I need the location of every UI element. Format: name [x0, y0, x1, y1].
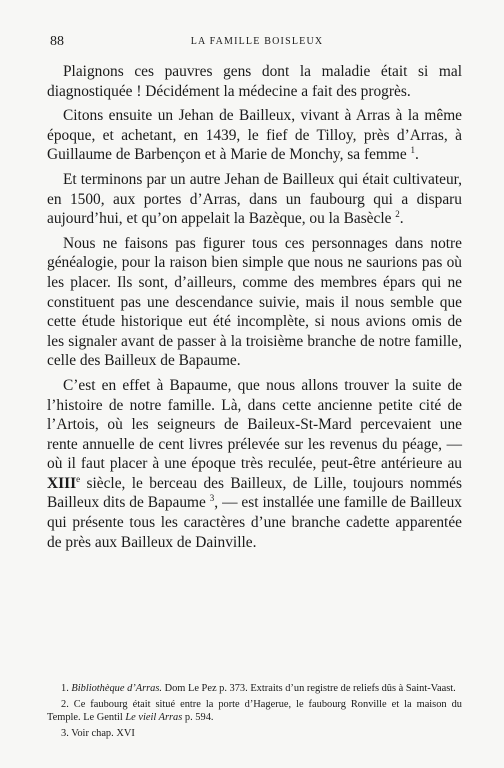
- text-run: Nous ne faisons pas figurer tous ces personnages dans notre généalogie, pour la raison bien simple que nous ne saurions pas où les placer. Ils sont, d’ailleurs, comme des membres épars qui ne constituent pas une descendance suivie, mais il nous semble que cette étude historique eut été incomplète, si nous avions omis de les signaler avant de passer à la troisième branche de notre famille, celle des Bailleux de Bapaume.: [47, 234, 462, 370]
- text-run: .: [415, 146, 419, 164]
- text-run: p. 594.: [182, 712, 214, 724]
- text-run: Le vieil Arras: [125, 712, 183, 724]
- superscript: 3: [209, 493, 215, 504]
- text-run: XIII: [47, 474, 77, 492]
- footnotes: [47, 682, 462, 742]
- paragraph: [47, 62, 462, 101]
- text-run: , — est installée une famille de Bailleux qui présente tous les caractères d’une branche cadette apparentée de près aux Bailleux de Dainville.: [47, 494, 462, 551]
- text-run: siècle, le berceau des Bailleux, de Lille, toujours nommés Bailleux dits de Bapaume: [47, 474, 462, 512]
- page-header: [50, 34, 464, 48]
- text-run: Et terminons par un autre Jehan de Bailleux qui était cultivateur, en 1500, aux portes d’Arras, dans un faubourg qui a disparu aujourd’hui, et qu’on appelait la Bazèque, ou la Basècle: [47, 170, 462, 228]
- text-run: Plaignons ces pauvres gens dont la maladie était si mal diagnostiquée ! Décidément la médecine a fait des progrès.: [47, 63, 462, 100]
- paragraph: [47, 376, 462, 552]
- paragraph: [47, 170, 462, 229]
- footnote: [47, 727, 462, 741]
- text-run: 1.: [61, 683, 72, 694]
- superscript: 1: [410, 145, 416, 156]
- text-run: Bibliothèque d’Arras.: [71, 683, 163, 694]
- page-number: 88: [50, 34, 64, 49]
- paragraph: [47, 234, 462, 371]
- superscript: e: [76, 473, 81, 484]
- text-run: .: [399, 210, 404, 228]
- text-run: C’est en effet à Bapaume, que nous allons trouver la suite de l’histoire de notre famille. Là, dans cette ancienne petite cité de l’Artois, où les seigneurs de Baileux-St-Mard percevaient une rente annuelle de cent livres prélevée sur les revenus du péage, — où il faut placer à une époque très reculée, peut-être antérieure au: [47, 376, 462, 473]
- running-title: LA FAMILLE BOISLEUX: [190, 36, 324, 47]
- text-run: 3. Voir chap. XVI: [61, 727, 135, 739]
- footnote: [47, 682, 462, 696]
- text-run: Dom Le Pez p. 373. Extraits d’un registre de reliefs dûs à Saint-Vaast.: [162, 683, 456, 694]
- footnote: [47, 698, 462, 725]
- text-run: Citons ensuite un Jehan de Bailleux, vivant à Arras à la même époque, et achetant, en 1439, le fief de Tilloy, près d’Arras, à Guillaume de Barbençon et à Marie de Monchy, sa femme: [47, 107, 462, 164]
- superscript: 2: [395, 209, 400, 220]
- body-text: [47, 62, 462, 552]
- text-run: 2. Ce faubourg était situé entre la porte d’Hagerue, le faubourg Ronville et la maison du Temple. Le Gentil: [47, 698, 462, 724]
- paragraph: [47, 106, 462, 165]
